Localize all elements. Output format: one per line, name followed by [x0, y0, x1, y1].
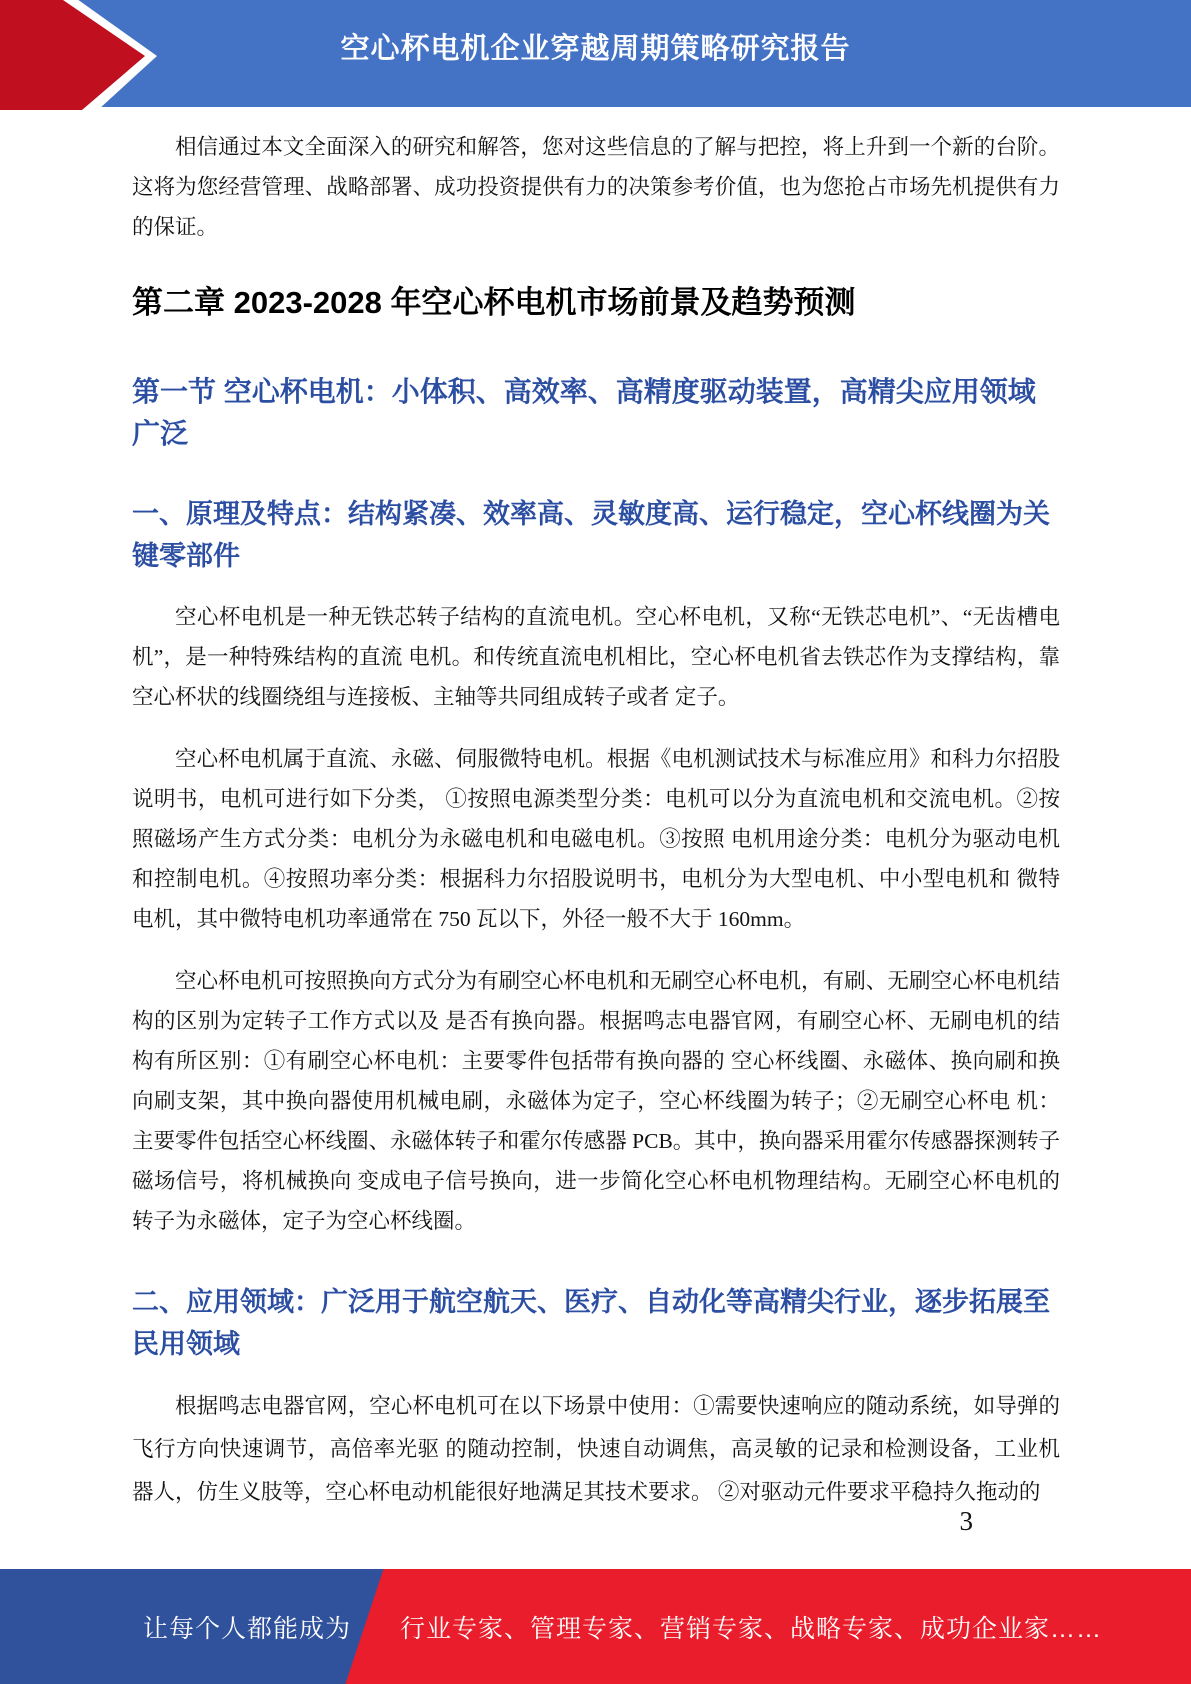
body-paragraph-definition: 空心杯电机是一种无铁芯转子结构的直流电机。空心杯电机，又称“无铁芯电机”、“无齿槽电机”，是一种特殊结构的直流 电机。和传统直流电机相比，空心杯电机省去铁芯作为支撑结构，靠空心杯状的线圈绕组与连接板、主轴等共同组成转子或者 定子。 [132, 605, 1060, 709]
header-bar [0, 0, 1191, 107]
subsection-heading-2: 二、应用领域：广泛用于航空航天、医疗、自动化等高精尖行业，逐步拓展至民用领域 [132, 1287, 1050, 1359]
body-paragraph-classification: 空心杯电机属于直流、永磁、伺服微特电机。根据《电机测试技术与标准应用》和科力尔招股说明书，电机可进行如下分类， ①按照电源类型分类：电机可以分为直流电机和交流电机。②按照磁场产生方式分类：电机分为永磁电机和电磁电机。③按照 电机用途分类：电机分为驱动电机和控制电机。④按照功率分类：根据科力尔招股说明书，电机分为大型电机、中小型电机和 微特电机，其中微特电机功率通常在 750 瓦以下，外径一般不大于 160mm。 [132, 747, 1060, 931]
body-paragraph-commutation: 空心杯电机可按照换向方式分为有刷空心杯电机和无刷空心杯电机，有刷、无刷空心杯电机结构的区别为定转子工作方式以及 是否有换向器。根据鸣志电器官网，有刷空心杯、无刷电机的结构有所区别：①有刷空心杯电机：主要零件包括带有换向器的 空心杯线圈、永磁体、换向刷和换向刷支架，其中换向器使用机械电刷，永磁体为定子，空心杯线圈为转子；②无刷空心杯电 机：主要零件包括空心杯线圈、永磁体转子和霍尔传感器 PCB。其中，换向器采用霍尔传感器探测转子磁场信号，将机械换向 变成电子信号换向，进一步简化空心杯电机物理结构。无刷空心杯电机的转子为永磁体，定子为空心杯线圈。 [132, 969, 1060, 1233]
section-heading: 第一节 空心杯电机：小体积、高效率、高精度驱动装置，高精尖应用领域广泛 [132, 376, 1036, 449]
intro-paragraph: 相信通过本文全面深入的研究和解答，您对这些信息的了解与把控，将上升到一个新的台阶。这将为您经营管理、战略部署、成功投资提供有力的决策参考价值，也为您抢占市场先机提供有力的保证。 [132, 135, 1060, 239]
footer-bar [0, 1569, 1191, 1684]
body-paragraph-applications: 根据鸣志电器官网，空心杯电机可在以下场景中使用：①需要快速响应的随动系统，如导弹的飞行方向快速调节，高倍率光驱 的随动控制，快速自动调焦，高灵敏的记录和检测设备，工业机器人，仿生义肢等，空心杯电动机能很好地满足其技术要求。 ②对驱动元件要求平稳持久拖动的 [132, 1394, 1060, 1504]
report-title: 空心杯电机企业穿越周期策略研究报告 [340, 32, 851, 65]
subsection-heading-1: 一、原理及特点：结构紧凑、效率高、灵敏度高、运行稳定，空心杯线圈为关键零部件 [132, 499, 1050, 571]
footer-slogan-left: 让每个人都能成为 [143, 1614, 352, 1643]
content-area [132, 107, 1060, 1514]
chapter-heading: 第二章 2023-2028 年空心杯电机市场前景及趋势预测 [132, 285, 856, 320]
footer-slogan-right: 行业专家、管理专家、营销专家、战略专家、成功企业家…… [400, 1614, 1103, 1643]
page-number: 3 [959, 1506, 973, 1536]
